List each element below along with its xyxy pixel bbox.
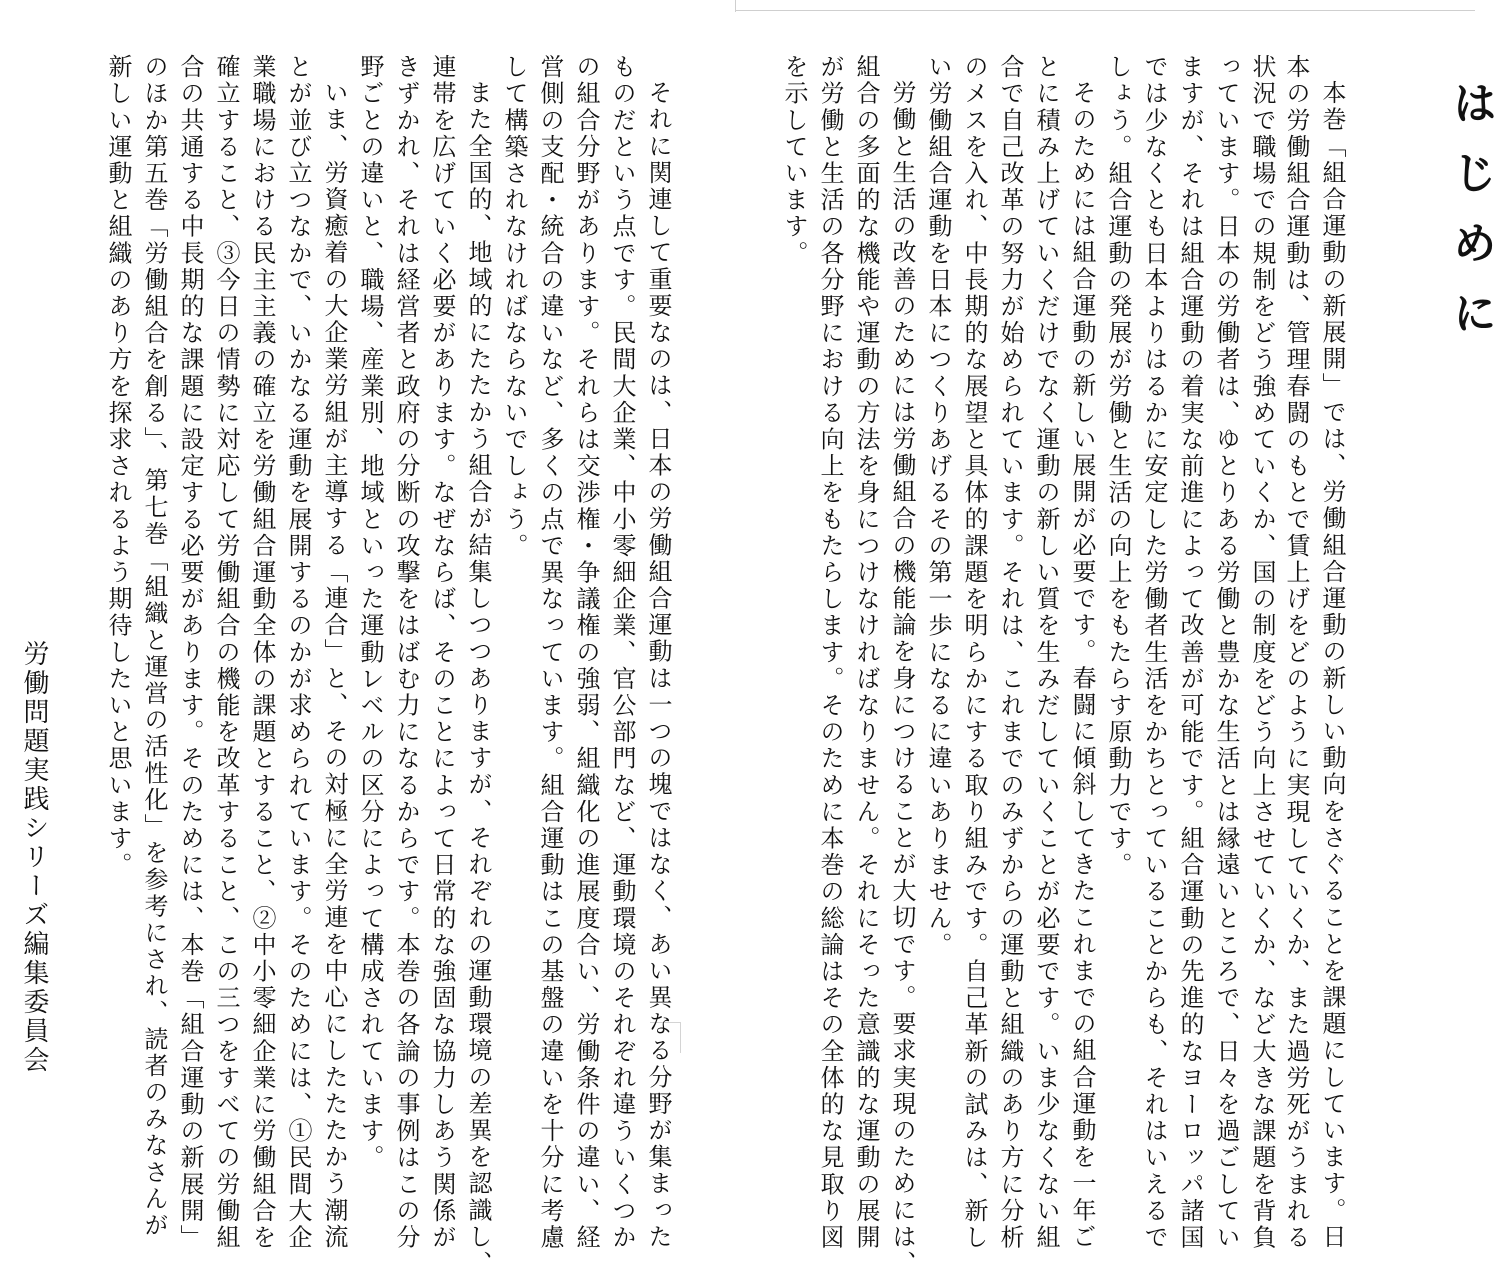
body-line: 状況で職場での規制をどう強めていくか、国の制度をどう向上させていくか、など大きな課題を背負 <box>1248 54 1276 1251</box>
body-line: 野ごとの違いと、職場、産業別、地域といった運動レベルの区分によって構成されています。 <box>356 54 384 1172</box>
body-line: っています。日本の労働者は、ゆとりある労働と豊かな生活とは縁遠いところで、日々を過ごしてい <box>1212 54 1240 1251</box>
body-line: が労働と生活の各分野における向上をもたらします。そのために本巻の総論はその全体的な見取り図 <box>816 54 844 1251</box>
body-line: では少なくとも日本よりはるかに安定した労働者生活をかちとっていることからも、それはいえるで <box>1140 54 1168 1251</box>
body-line: いま、労資癒着の大企業労組が主導する「連合」と、その対極に全労連を中心にしたたたかう潮流 <box>320 80 348 1251</box>
page-edge <box>735 10 1475 11</box>
body-line: しょう。組合運動の発展が労働と生活の向上をもたらす原動力です。 <box>1104 54 1132 879</box>
body-line: とが並び立つなかで、いかなる運動を展開するのかが求められています。そのためには、①民間大企 <box>284 54 312 1251</box>
editor-byline: 労働問題実践シリーズ編集委員会 <box>19 640 49 1075</box>
body-line: 業職場における民主主義の確立を労働組合運動全体の課題とすること、②中小零細企業に労働組合を <box>248 54 276 1251</box>
body-line: 新しい運動と組織のあり方を探求されるよう期待したいと思います。 <box>104 54 132 879</box>
body-line: そのためには組合運動の新しい展開が必要です。春闘に傾斜してきたこれまでの組合運動を一年ご <box>1068 80 1096 1251</box>
body-line: 合の共通する中長期的な課題に設定する必要があります。そのためには、本巻「組合運動の新展開」 <box>176 54 204 1251</box>
body-line: の組合分野があります。それらは交渉権・争議権の強弱、組織化の進展度合い、労働条件の違い、経 <box>572 54 600 1251</box>
page-edge <box>735 0 736 12</box>
body-line: のメスを入れ、中長期的な展望と具体的課題を明らかにする取り組みです。自己革新の試みは、新し <box>960 54 988 1251</box>
body-line: きずかれ、それは経営者と政府の分断の攻撃をはばむ力になるからです。本巻の各論の事例はこの分 <box>392 54 420 1251</box>
body-line: ますが、それは組合運動の着実な前進によって改善が可能です。組合運動の先進的なヨーロッパ諸国 <box>1176 54 1204 1251</box>
body-line: 本の労働組合運動は、管理春闘のもとで賃上げをどのように実現していくか、また過労死がうまれる <box>1282 54 1310 1251</box>
body-line: 労働と生活の改善のためには労働組合の機能論を身につけることが大切です。要求実現のためには、 <box>888 80 916 1277</box>
body-line: のほか第五巻「労働組合を創る」、第七巻「組織と運営の活性化」を参考にされ、読者のみなさんが <box>140 54 168 1239</box>
body-line: 確立すること、③今日の情勢に対応して労働組合の機能を改革すること、この三つをすべての労働組 <box>212 54 240 1251</box>
body-line: して構築されなければならないでしょう。 <box>500 54 528 560</box>
body-line: 連帯を広げていく必要があります。なぜならば、そのことによって日常的な強固な協力しあう関係が <box>428 54 456 1251</box>
body-line: それに関連して重要なのは、日本の労働組合運動は一つの塊ではなく、あい異なる分野が集まった <box>644 80 672 1251</box>
body-line: とに積み上げていくだけでなく運動の新しい質を生みだしていくことが必要です。いま少なくない組 <box>1032 54 1060 1251</box>
body-line: 本巻「組合運動の新展開」では、労働組合運動の新しい動向をさぐることを課題にしています。日 <box>1318 80 1346 1251</box>
body-line: を示しています。 <box>780 54 808 267</box>
body-line: また全国的、地域的にたたかう組合が結集しつつありますが、それぞれの運動環境の差異を認識し、 <box>464 80 492 1277</box>
body-line: 組合の多面的な機能や運動の方法を身につけなければなりません。それにそった意識的な運動の展開 <box>852 54 880 1251</box>
page-title: はじめに <box>1445 80 1496 360</box>
body-line: ものだという点です。民間大企業、中小零細企業、官公部門など、運動環境のそれぞれ違ういくつか <box>608 54 636 1251</box>
body-line: 合で自己改革の努力が始められています。それは、これまでのみずからの運動と組織のあり方に分析 <box>996 54 1024 1251</box>
body-line: い労働組合運動を日本につくりあげるその第一歩になるに違いありません。 <box>924 54 952 959</box>
body-line: 営側の支配・統合の違いなど、多くの点で異なっています。組合運動はこの基盤の違いを十分に考慮 <box>536 54 564 1251</box>
